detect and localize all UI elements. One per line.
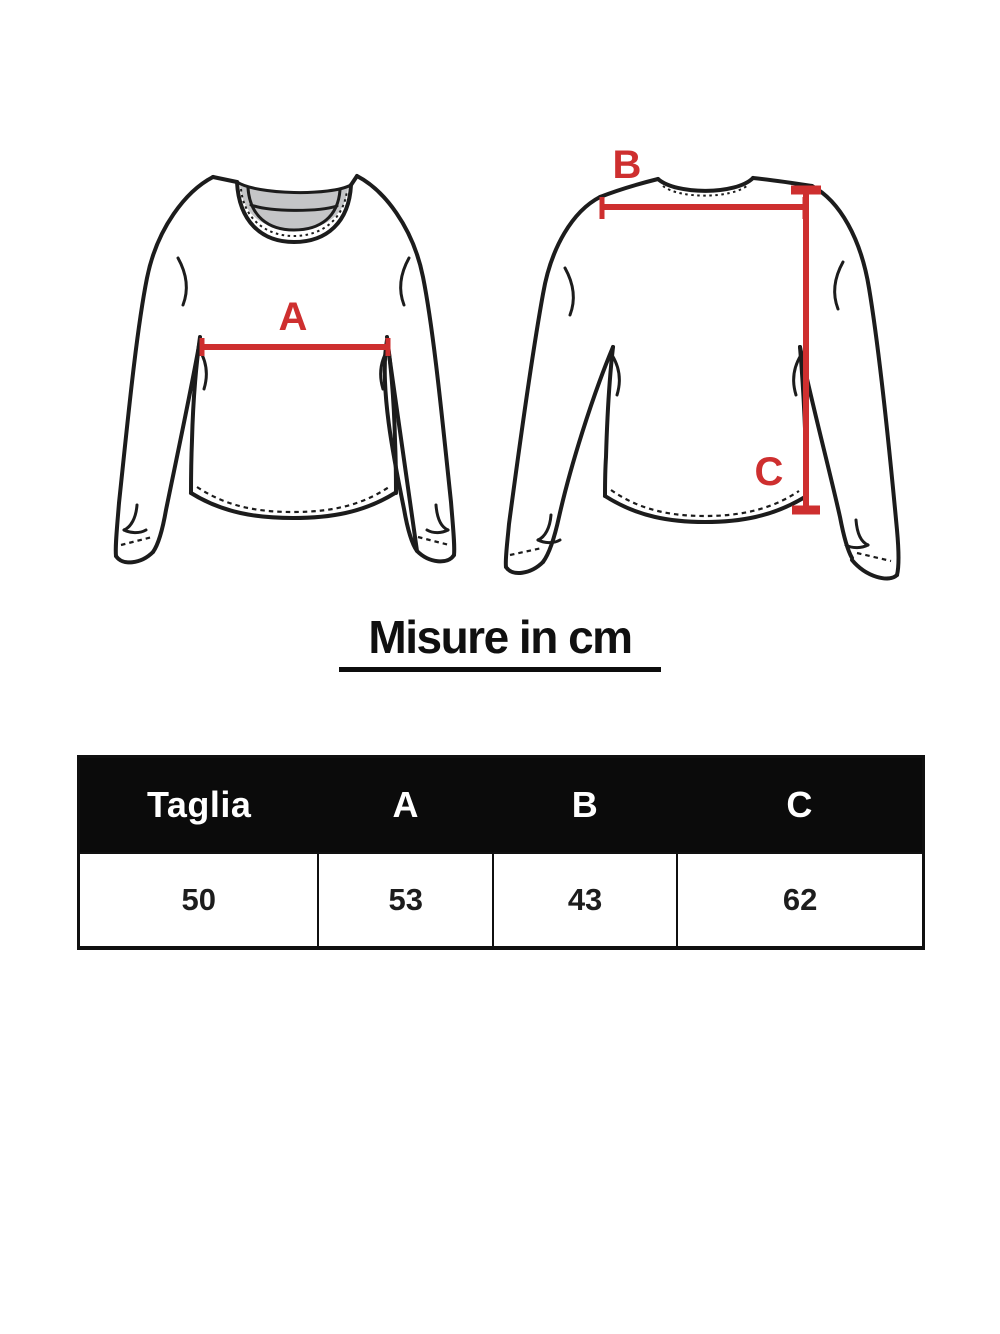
fold xyxy=(835,262,843,309)
measurement-label-c: C xyxy=(754,450,784,494)
fold xyxy=(124,505,137,530)
right-cuff-stitching xyxy=(418,537,449,545)
right-cuff xyxy=(417,551,454,561)
page-title: Misure in cm xyxy=(368,611,632,663)
left-body-side xyxy=(605,347,613,496)
left-cuff-stitching xyxy=(121,537,152,545)
measurement-a xyxy=(202,295,388,356)
title-block xyxy=(0,611,1000,672)
table-header-row xyxy=(79,757,924,854)
right-sleeve-outer xyxy=(812,186,899,575)
fold xyxy=(538,540,560,543)
size-table xyxy=(77,755,925,950)
fold xyxy=(538,515,551,540)
cell-c-value: 62 xyxy=(677,853,923,948)
measurement-label-b: B xyxy=(612,143,642,187)
header-cell-b: B xyxy=(493,757,677,854)
fold xyxy=(178,258,186,305)
left-sleeve-inner xyxy=(543,347,613,562)
back-view-drawing xyxy=(506,143,899,579)
hem xyxy=(605,496,805,522)
right-sleeve-outer xyxy=(357,176,454,555)
left-shoulder xyxy=(213,177,237,182)
front-view-drawing xyxy=(116,176,455,562)
fold xyxy=(565,268,573,315)
header-cell-taglia: Taglia xyxy=(79,757,319,854)
fold xyxy=(846,545,868,548)
table-row xyxy=(79,853,924,948)
cell-a-value: 53 xyxy=(318,853,492,948)
fold xyxy=(427,530,448,533)
right-shoulder xyxy=(753,178,812,186)
left-cuff xyxy=(506,562,543,573)
fold xyxy=(856,520,868,545)
measurement-c xyxy=(755,190,821,510)
cell-b-value: 43 xyxy=(493,853,677,948)
right-cuff xyxy=(852,560,897,579)
left-sleeve-outer xyxy=(506,197,600,567)
back-neckline xyxy=(658,178,753,191)
fold xyxy=(401,258,409,305)
cell-taglia-value: 50 xyxy=(79,853,319,948)
header-cell-c: C xyxy=(677,757,923,854)
right-cuff-stitching xyxy=(857,553,891,561)
left-cuff-stitching xyxy=(510,548,542,555)
title-underline xyxy=(339,667,661,672)
measurement-label-a: A xyxy=(278,295,308,339)
left-body-side xyxy=(191,337,200,493)
left-cuff xyxy=(116,552,153,562)
header-cell-a: A xyxy=(318,757,492,854)
size-table-body xyxy=(79,853,924,948)
size-table-header xyxy=(79,757,924,854)
hem xyxy=(191,493,395,518)
fold xyxy=(124,530,146,533)
fold xyxy=(436,505,448,530)
